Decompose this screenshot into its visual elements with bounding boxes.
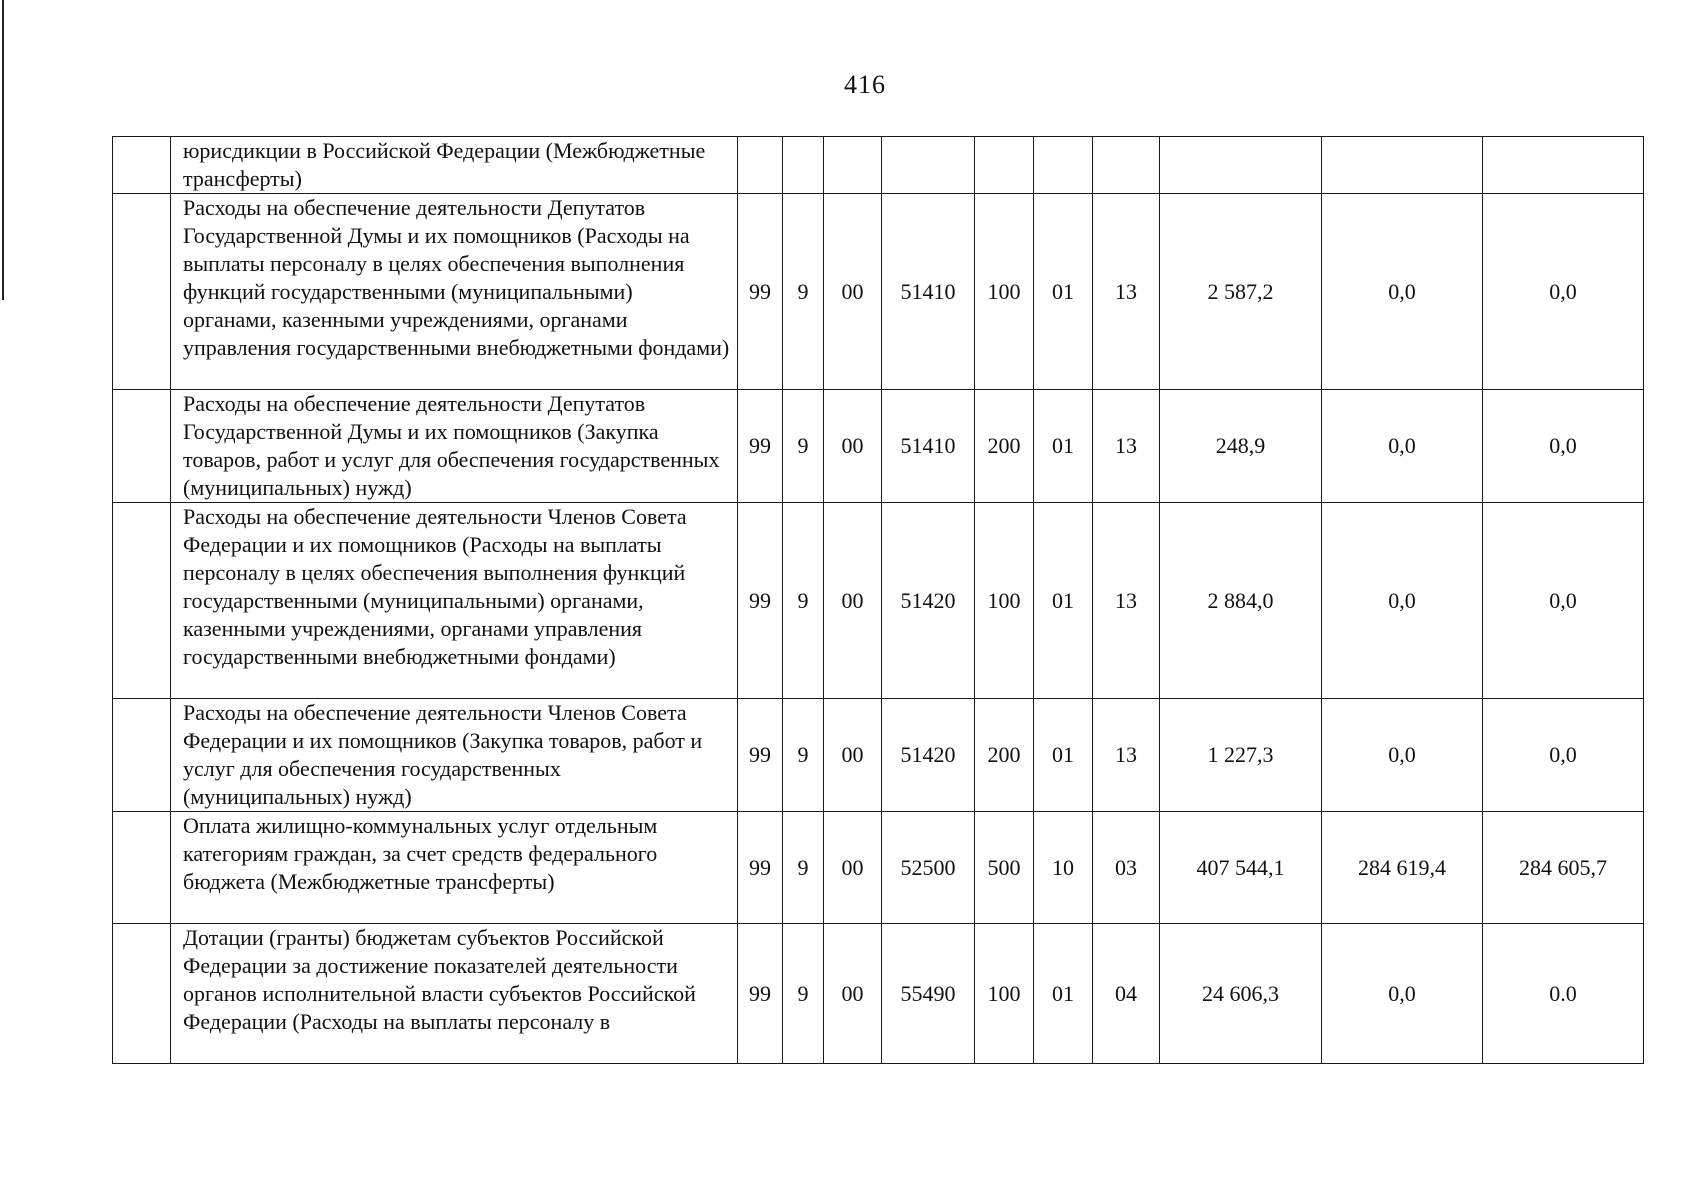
table-row bbox=[113, 194, 1644, 390]
code-subprogram: 9 bbox=[783, 812, 824, 924]
amount-year-3: 0,0 bbox=[1483, 390, 1644, 503]
amount-year-2: 0,0 bbox=[1322, 194, 1483, 390]
row-name: Расходы на обеспечение деятельности Членов Совета Федерации и их помощников (Закупка товаров, работ и услуг для обеспечения государственных (муниципальных) нужд) bbox=[171, 699, 738, 812]
code-subprogram: 9 bbox=[783, 194, 824, 390]
amount-year-1: 1 227,3 bbox=[1160, 699, 1322, 812]
page-number: 416 bbox=[844, 70, 886, 99]
code-main-event: 00 bbox=[824, 194, 882, 390]
row-index-cell bbox=[113, 699, 171, 812]
code-subsection: 04 bbox=[1093, 924, 1160, 1064]
amount-year-2: 0,0 bbox=[1322, 699, 1483, 812]
table-row bbox=[113, 812, 1644, 924]
table-row bbox=[113, 137, 1644, 194]
code-direction: 51410 bbox=[882, 194, 975, 390]
code-main-event: 00 bbox=[824, 503, 882, 699]
code-program: 99 bbox=[738, 503, 783, 699]
budget-table bbox=[112, 136, 1644, 1064]
code-subsection: 13 bbox=[1093, 699, 1160, 812]
row-name: Дотации (гранты) бюджетам субъектов Российской Федерации за достижение показателей деятельности органов исполнительной власти субъектов Российской Федерации (Расходы на выплаты персоналу в bbox=[171, 924, 738, 1064]
row-name: Оплата жилищно-коммунальных услуг отдельным категориям граждан, за счет средств федерального бюджета (Межбюджетные трансферты) bbox=[171, 812, 738, 924]
code-program: 99 bbox=[738, 812, 783, 924]
row-index-cell bbox=[113, 924, 171, 1064]
code-expense-type: 200 bbox=[975, 390, 1034, 503]
amount-year-1: 407 544,1 bbox=[1160, 812, 1322, 924]
code-program: 99 bbox=[738, 699, 783, 812]
code-expense-type: 100 bbox=[975, 194, 1034, 390]
code-expense-type: 100 bbox=[975, 503, 1034, 699]
row-index-cell bbox=[113, 137, 171, 194]
amount-year-3: 0,0 bbox=[1483, 503, 1644, 699]
code-direction: 51420 bbox=[882, 699, 975, 812]
code-direction: 52500 bbox=[882, 812, 975, 924]
code-subsection: 13 bbox=[1093, 194, 1160, 390]
row-index-cell bbox=[113, 812, 171, 924]
amount-year-3: 284 605,7 bbox=[1483, 812, 1644, 924]
code-subsection: 13 bbox=[1093, 390, 1160, 503]
code-section: 01 bbox=[1034, 503, 1093, 699]
code-direction: 55490 bbox=[882, 924, 975, 1064]
code-subprogram: 9 bbox=[783, 699, 824, 812]
row-name: Расходы на обеспечение деятельности Членов Совета Федерации и их помощников (Расходы на выплаты персоналу в целях обеспечения выполнения функций государственными (муниципальными) органами, казенными учреждениями, органами управления государственными внебюджетными фондами) bbox=[171, 503, 738, 699]
code-main-event: 00 bbox=[824, 924, 882, 1064]
code-direction bbox=[882, 137, 975, 194]
amount-year-2: 284 619,4 bbox=[1322, 812, 1483, 924]
amount-year-2: 0,0 bbox=[1322, 503, 1483, 699]
code-subprogram: 9 bbox=[783, 503, 824, 699]
code-program: 99 bbox=[738, 390, 783, 503]
code-expense-type: 200 bbox=[975, 699, 1034, 812]
code-main-event bbox=[824, 137, 882, 194]
amount-year-3: 0,0 bbox=[1483, 194, 1644, 390]
amount-year-1: 2 587,2 bbox=[1160, 194, 1322, 390]
code-program: 99 bbox=[738, 194, 783, 390]
code-subprogram: 9 bbox=[783, 390, 824, 503]
code-section: 01 bbox=[1034, 390, 1093, 503]
code-subprogram: 9 bbox=[783, 924, 824, 1064]
code-main-event: 00 bbox=[824, 812, 882, 924]
row-name: Расходы на обеспечение деятельности Депутатов Государственной Думы и их помощников (Расходы на выплаты персоналу в целях обеспечения выполнения функций государственными (муниципальными) органами, казенными учреждениями, органами управления государственными внебюджетными фондами) bbox=[171, 194, 738, 390]
code-subsection bbox=[1093, 137, 1160, 194]
amount-year-1: 248,9 bbox=[1160, 390, 1322, 503]
amount-year-3 bbox=[1483, 137, 1644, 194]
code-expense-type: 100 bbox=[975, 924, 1034, 1064]
table-row bbox=[113, 924, 1644, 1064]
code-main-event: 00 bbox=[824, 390, 882, 503]
code-section: 01 bbox=[1034, 194, 1093, 390]
table-row bbox=[113, 503, 1644, 699]
table-row bbox=[113, 390, 1644, 503]
row-index-cell bbox=[113, 503, 171, 699]
amount-year-2: 0,0 bbox=[1322, 390, 1483, 503]
code-direction: 51410 bbox=[882, 390, 975, 503]
code-program bbox=[738, 137, 783, 194]
amount-year-1 bbox=[1160, 137, 1322, 194]
code-main-event: 00 bbox=[824, 699, 882, 812]
amount-year-3: 0.0 bbox=[1483, 924, 1644, 1064]
table-row bbox=[113, 699, 1644, 812]
code-subprogram bbox=[783, 137, 824, 194]
amount-year-2: 0,0 bbox=[1322, 924, 1483, 1064]
code-subsection: 03 bbox=[1093, 812, 1160, 924]
code-section: 10 bbox=[1034, 812, 1093, 924]
amount-year-1: 2 884,0 bbox=[1160, 503, 1322, 699]
code-section bbox=[1034, 137, 1093, 194]
code-program: 99 bbox=[738, 924, 783, 1064]
amount-year-1: 24 606,3 bbox=[1160, 924, 1322, 1064]
code-section: 01 bbox=[1034, 699, 1093, 812]
code-subsection: 13 bbox=[1093, 503, 1160, 699]
row-name: Расходы на обеспечение деятельности Депутатов Государственной Думы и их помощников (Закупка товаров, работ и услуг для обеспечения государственных (муниципальных) нужд) bbox=[171, 390, 738, 503]
code-section: 01 bbox=[1034, 924, 1093, 1064]
code-direction: 51420 bbox=[882, 503, 975, 699]
amount-year-2 bbox=[1322, 137, 1483, 194]
code-expense-type: 500 bbox=[975, 812, 1034, 924]
row-index-cell bbox=[113, 194, 171, 390]
code-expense-type bbox=[975, 137, 1034, 194]
row-name: юрисдикции в Российской Федерации (Межбюджетные трансферты) bbox=[171, 137, 738, 194]
scan-margin-line bbox=[2, 0, 4, 300]
row-index-cell bbox=[113, 390, 171, 503]
amount-year-3: 0,0 bbox=[1483, 699, 1644, 812]
